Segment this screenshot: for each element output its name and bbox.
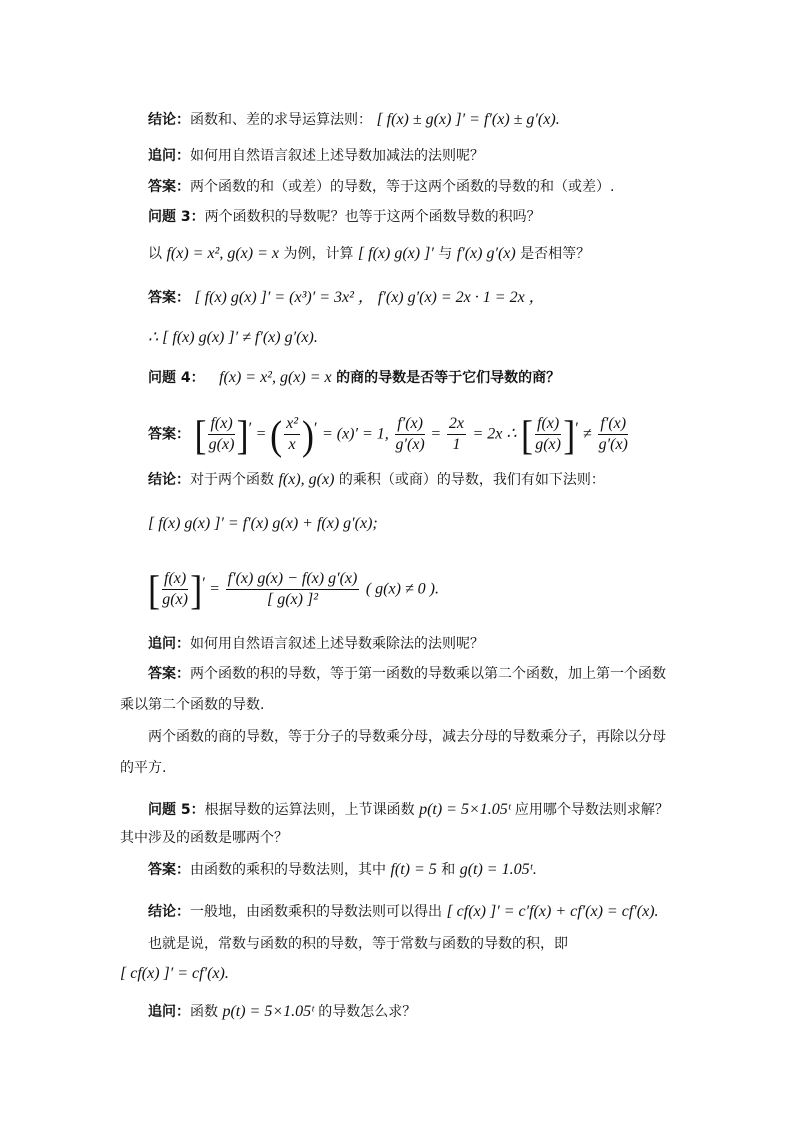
label: 答案： — [148, 290, 190, 306]
quotient-explain-line2 — [120, 758, 166, 778]
label: 追问： — [148, 148, 190, 164]
question-4 — [148, 368, 560, 388]
label: 答案： — [148, 862, 190, 878]
text: 以 — [148, 246, 162, 262]
text: 的乘积（或商）的导数，我们有如下法则： — [338, 472, 605, 488]
text: 其中涉及的函数是哪两个？ — [120, 830, 288, 846]
label: 结论： — [148, 904, 190, 920]
conclusion-sum-rule — [148, 110, 560, 130]
question-5-line2 — [120, 828, 288, 848]
example-setup — [148, 244, 590, 264]
text: 如何用自然语言叙述上述导数加减法的法则呢？ — [190, 148, 484, 164]
formula: [ f(x) ± g(x) ]′ = f′(x) ± g′(x). — [376, 111, 560, 128]
text: 与 — [438, 246, 453, 262]
fraction: $\frac{f(x)}{g(x)}$ — [208, 415, 235, 454]
text: . — [532, 862, 537, 878]
formula: [ cf(x) ]′ = c′f(x) + cf′(x) = cf′(x). — [446, 903, 659, 920]
formula: f(x) = x², g(x) = x — [166, 245, 280, 262]
text: 如何用自然语言叙述上述导数乘除法的法则呢？ — [190, 636, 484, 652]
label: 问题 3： — [148, 209, 205, 225]
formula: f(x) = x², g(x) = x — [219, 369, 332, 386]
text: 的商的导数是否等于它们导数的商？ — [336, 370, 561, 386]
label: 问题 5： — [148, 802, 205, 818]
product-rule-formula — [148, 514, 378, 534]
formula: [ cf(x) ]′ = cf′(x). — [120, 965, 229, 982]
fraction: $\frac{2x}{1}$ — [448, 415, 465, 454]
question-5 — [148, 800, 669, 820]
label: 答案： — [148, 666, 190, 682]
text: 两个函数的积的导数，等于第一函数的导数乘以第二个函数，加上第一个函数 — [190, 666, 666, 682]
followup-question-2 — [148, 634, 484, 654]
text: 两个函数的商的导数，等于分子的导数乘分母，减去分母的导数乘分子，再除以分母 — [148, 729, 666, 745]
label: 追问： — [148, 636, 190, 652]
fraction: $\frac{f(x)}{g(x)}$ — [535, 415, 561, 454]
text: 是否相等？ — [520, 246, 591, 262]
answer-4-line1 — [148, 664, 666, 684]
constant-rule-formula — [120, 964, 229, 984]
label: 追问： — [148, 1004, 190, 1020]
conclusion-constant-rule — [148, 902, 659, 922]
followup-question-1 — [148, 146, 484, 166]
text: 的平方. — [120, 760, 167, 776]
text: 乘以第二个函数的导数. — [120, 697, 265, 713]
answer-4-line2 — [120, 695, 264, 715]
answer-5 — [148, 860, 537, 880]
therefore-not-equal — [148, 328, 318, 348]
text: 由函数的乘积的导数法则，其中 — [190, 862, 386, 878]
quotient-rule-formula: [ $\frac{f(x)}{g(x)}$ ]′ = $\frac{f'(x) g(x) - f(x) g'(x)}{\text{[ g(x) ]²}}$ ( g(x) ≠ 0 ). — [148, 566, 440, 613]
text: 函数和、差的求导运算法则： — [190, 112, 372, 128]
question-3 — [148, 207, 541, 227]
formula: ∴ [ f(x) g(x) ]′ ≠ f′(x) g′(x). — [148, 329, 318, 346]
label: 结论： — [148, 112, 190, 128]
text: 的导数怎么求？ — [318, 1004, 417, 1020]
formula: [ f(x) g(x) ]′ = f′(x) g(x) + f(x) g′(x); — [148, 515, 378, 532]
formula: g(t) = 1.05ᵗ — [459, 861, 533, 878]
quotient-explain-line1 — [148, 727, 666, 747]
text: 一般地，由函数乘积的导数法则可以得出 — [190, 904, 442, 920]
answer-1 — [148, 177, 614, 197]
text: 也就是说，常数与函数的积的导数，等于常数与函数的导数的积，即 — [148, 936, 568, 952]
fraction: $\frac{f(x)}{g(x)}$ — [162, 570, 188, 609]
formula: p(t) = 5×1.05ᵗ — [419, 801, 511, 818]
label: 答案： — [148, 179, 190, 195]
conclusion-product-rule — [148, 470, 605, 490]
formula: f′(x) g′(x) — [456, 245, 516, 262]
constant-rule-explain — [148, 934, 568, 954]
text: 对于两个函数 — [190, 472, 274, 488]
label: 结论： — [148, 472, 190, 488]
label: 问题 4： — [148, 370, 205, 386]
text: 根据导数的运算法则，上节课函数 — [204, 802, 415, 818]
fraction: $\frac{\text{x²}}{x}$ — [286, 415, 298, 454]
text: 两个函数的和（或差）的导数，等于这两个函数的导数的和（或差）. — [190, 179, 615, 195]
followup-question-3 — [148, 1002, 416, 1022]
text: 函数 — [190, 1004, 218, 1020]
fraction: $\frac{f'(x)}{g'(x)}$ — [598, 415, 628, 454]
text: 两个函数积的导数呢？也等于这两个函数导数的积吗？ — [204, 209, 541, 225]
formula: f(x), g(x) — [278, 471, 335, 488]
text: 为例，计算 — [283, 246, 354, 262]
formula: p(t) = 5×1.05ᵗ — [222, 1003, 314, 1020]
formula: [ f(x) g(x) ]′ = (x³)′ = 3x² ， f′(x) g′(x) = 2x · 1 = 2x ， — [194, 289, 545, 306]
text: 和 — [441, 862, 456, 878]
answer-3: 答案： [ $\frac{f(x)}{g(x)}$ ]′ = ( $\frac{\text{x²}}{x}$ )′ = (x)′ = 1, $\frac{f'(x)}{g'(x)}$ = $\frac{2x}{1}$ = 2x ∴ [ $\frac{f(x)}{g(x)}$ ]′ ≠ $\frac{f'(x)}{g'(x)}$ — [148, 411, 628, 458]
text: 应用哪个导数法则求解？ — [514, 802, 669, 818]
answer-2 — [148, 288, 545, 308]
fraction: $\frac{f'(x) g(x) - f(x) g'(x)}{\text{[ g(x) ]²}}$ — [227, 570, 358, 609]
fraction: $\frac{f'(x)}{g'(x)}$ — [395, 415, 425, 454]
label: 答案： — [148, 426, 190, 443]
formula: f(t) = 5 — [390, 861, 437, 878]
formula: [ f(x) g(x) ]′ — [357, 245, 434, 262]
